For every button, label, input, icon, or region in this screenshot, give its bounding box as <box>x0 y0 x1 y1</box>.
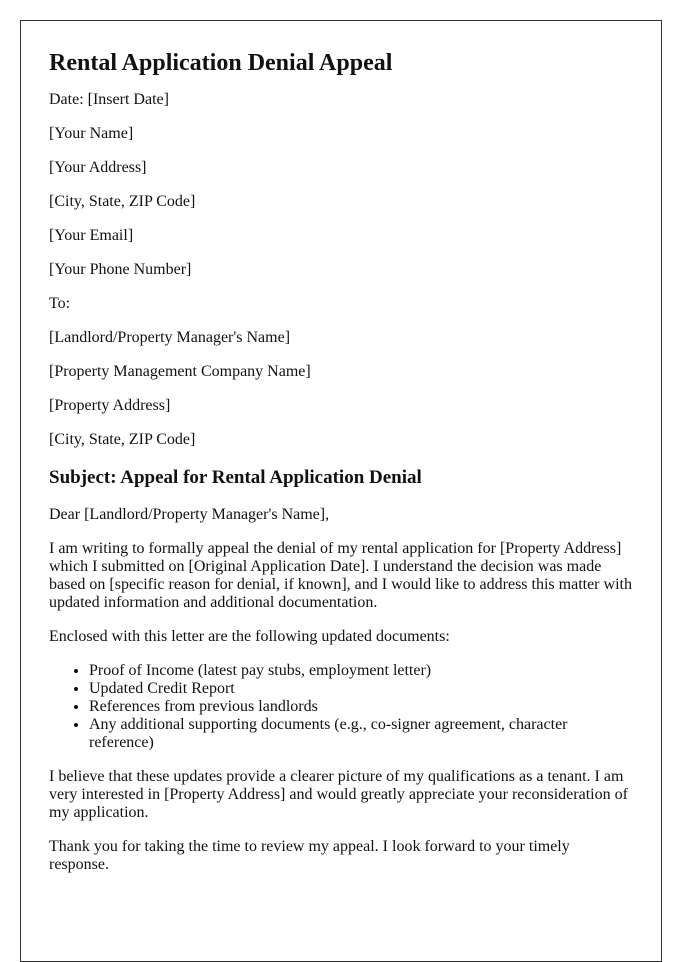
list-item: • Any additional supporting documents (e.g., co-signer agreement, character reference) <box>89 716 633 752</box>
document-title: Rental Application Denial Appeal <box>49 50 393 76</box>
sender-date: Date: [Insert Date] <box>49 91 169 108</box>
salutation: Dear [Landlord/Property Manager's Name], <box>49 506 330 523</box>
list-item: • References from previous landlords <box>89 698 633 716</box>
subject-heading: Subject: Appeal for Rental Application Denial <box>49 467 422 488</box>
sender-email: [Your Email] <box>49 227 134 244</box>
sender-address: [Your Address] <box>49 159 147 176</box>
sender-name: [Your Name] <box>49 125 134 142</box>
recipient-address: [Property Address] <box>49 397 171 414</box>
sender-phone: [Your Phone Number] <box>49 261 192 278</box>
body-paragraph-3: I believe that these updates provide a clearer picture of my qualifications as a tenant. I am very interested in [Property Address] and would greatly appreciate your reconsideration of my application. <box>49 768 628 821</box>
sender-city-state-zip: [City, State, ZIP Code] <box>49 193 196 210</box>
recipient-to-label: To: <box>49 295 71 312</box>
recipient-name: [Landlord/Property Manager's Name] <box>49 329 291 346</box>
body-paragraph-1: I am writing to formally appeal the denial of my rental application for [Property Address] which I submitted on [Original Application Date]. I understand the decision was made based on [specific reason for denial, if known], and I would like to address this matter with updated information and additional documentation. <box>49 540 632 611</box>
body-paragraph-2: Enclosed with this letter are the following updated documents: <box>49 628 450 645</box>
recipient-city-state-zip: [City, State, ZIP Code] <box>49 431 196 448</box>
list-item: • Updated Credit Report <box>89 680 633 698</box>
documents-list <box>49 662 633 752</box>
body-paragraph-4: Thank you for taking the time to review my appeal. I look forward to your timely response. <box>49 838 570 873</box>
recipient-company: [Property Management Company Name] <box>49 363 311 380</box>
list-item: • Proof of Income (latest pay stubs, employment letter) <box>89 662 633 680</box>
letter-container <box>20 20 662 962</box>
